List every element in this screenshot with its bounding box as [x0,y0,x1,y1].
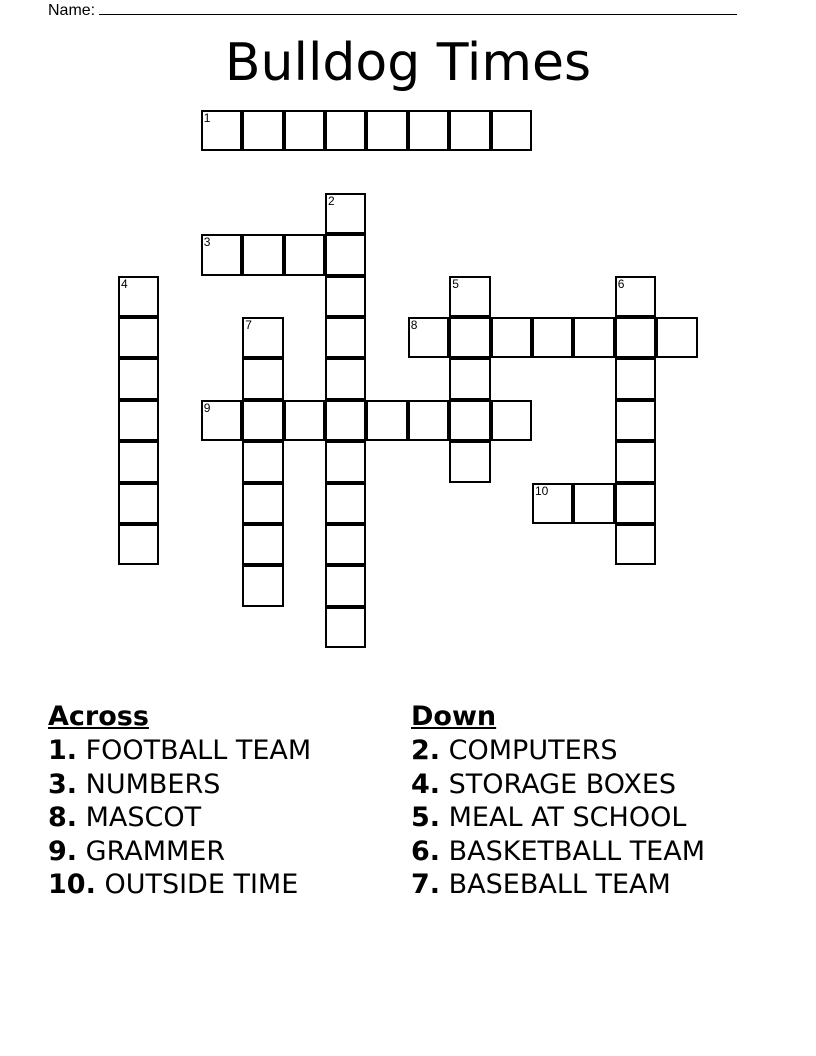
crossword-cell[interactable] [201,110,242,151]
crossword-cell[interactable] [615,524,656,565]
crossword-cell[interactable] [491,317,532,358]
crossword-cell[interactable] [118,483,159,524]
crossword-cell[interactable] [325,400,366,441]
across-clue: 10. OUTSIDE TIME [48,869,299,901]
down-heading: Down [411,701,497,732]
down-clues [411,700,705,902]
down-clue: 2. COMPUTERS [411,735,618,766]
crossword-cell[interactable] [449,110,490,151]
crossword-cell[interactable] [325,193,366,234]
crossword-cell[interactable] [325,234,366,275]
crossword-cell[interactable] [242,565,283,606]
clue-number: 6 [617,276,625,291]
crossword-cell[interactable] [118,524,159,565]
crossword-cell[interactable] [532,483,573,524]
crossword-cell[interactable] [366,400,407,441]
crossword-cell[interactable] [242,441,283,482]
crossword-cell[interactable] [656,317,697,358]
clue-number: 5 [452,276,459,291]
crossword-cell[interactable] [408,110,449,151]
crossword-cell[interactable] [615,317,656,358]
down-clue: 4. STORAGE BOXES [411,768,677,800]
crossword-cell[interactable] [242,317,283,358]
across-clue: 1. FOOTBALL TEAM [48,735,312,766]
across-clue: 3. NUMBERS [48,768,221,800]
crossword-cell[interactable] [449,441,490,482]
crossword-cell[interactable] [242,358,283,399]
crossword-cell[interactable] [118,441,159,482]
crossword-cell[interactable] [325,276,366,317]
crossword-cell[interactable] [325,358,366,399]
clue-number: 9 [203,400,211,415]
crossword-cell[interactable] [242,483,283,524]
crossword-cell[interactable] [325,110,366,151]
across-clues [48,700,311,902]
crossword-cell[interactable] [325,565,366,606]
crossword-cell[interactable] [325,607,366,648]
crossword-cell[interactable] [118,317,159,358]
clue-number: 2 [328,193,335,208]
clue-number: 3 [203,235,211,250]
crossword-cell[interactable] [118,276,159,317]
across-heading: Across [48,701,149,732]
down-clue: 5. MEAL AT SCHOOL [411,802,687,834]
crossword-cell[interactable] [491,110,532,151]
crossword-cell[interactable] [573,483,614,524]
crossword-cell[interactable] [449,276,490,317]
crossword-cell[interactable] [532,317,573,358]
crossword-cell[interactable] [615,483,656,524]
crossword-cell[interactable] [118,400,159,441]
crossword-cell[interactable] [242,400,283,441]
clue-number: 10 [535,483,549,498]
crossword-cell[interactable] [408,317,449,358]
crossword-cell[interactable] [284,234,325,275]
crossword-cell[interactable] [449,358,490,399]
crossword-cell[interactable] [573,317,614,358]
crossword-cell[interactable] [284,400,325,441]
crossword-cell[interactable] [242,524,283,565]
crossword-cell[interactable] [325,441,366,482]
crossword-cell[interactable] [201,234,242,275]
clue-number: 4 [121,276,128,291]
crossword-cell[interactable] [284,110,325,151]
crossword-cell[interactable] [615,276,656,317]
clue-number: 8 [410,318,418,332]
name-label: Name: [48,2,96,19]
down-clue: 7. BASEBALL TEAM [411,869,671,901]
across-clue: 9. GRAMMER [48,835,226,867]
crossword-cell[interactable] [408,400,449,441]
crossword-cell[interactable] [201,400,242,441]
crossword-cell[interactable] [491,400,532,441]
crossword-cell[interactable] [118,358,159,399]
puzzle-title: Bulldog Times [224,33,592,93]
crossword-cell[interactable] [325,317,366,358]
crossword-cell[interactable] [325,524,366,565]
down-clue: 6. BASKETBALL TEAM [411,835,706,867]
clue-number: 7 [245,318,252,332]
crossword-cell[interactable] [366,110,407,151]
crossword-cell[interactable] [615,441,656,482]
clue-number: 1 [203,111,211,125]
crossword-cell[interactable] [449,400,490,441]
crossword-cell[interactable] [242,234,283,275]
crossword-cell[interactable] [242,110,283,151]
crossword-cell[interactable] [615,400,656,441]
across-clue: 8. MASCOT [48,802,202,834]
crossword-cell[interactable] [615,358,656,399]
crossword-cell[interactable] [325,483,366,524]
crossword-cell[interactable] [449,317,490,358]
